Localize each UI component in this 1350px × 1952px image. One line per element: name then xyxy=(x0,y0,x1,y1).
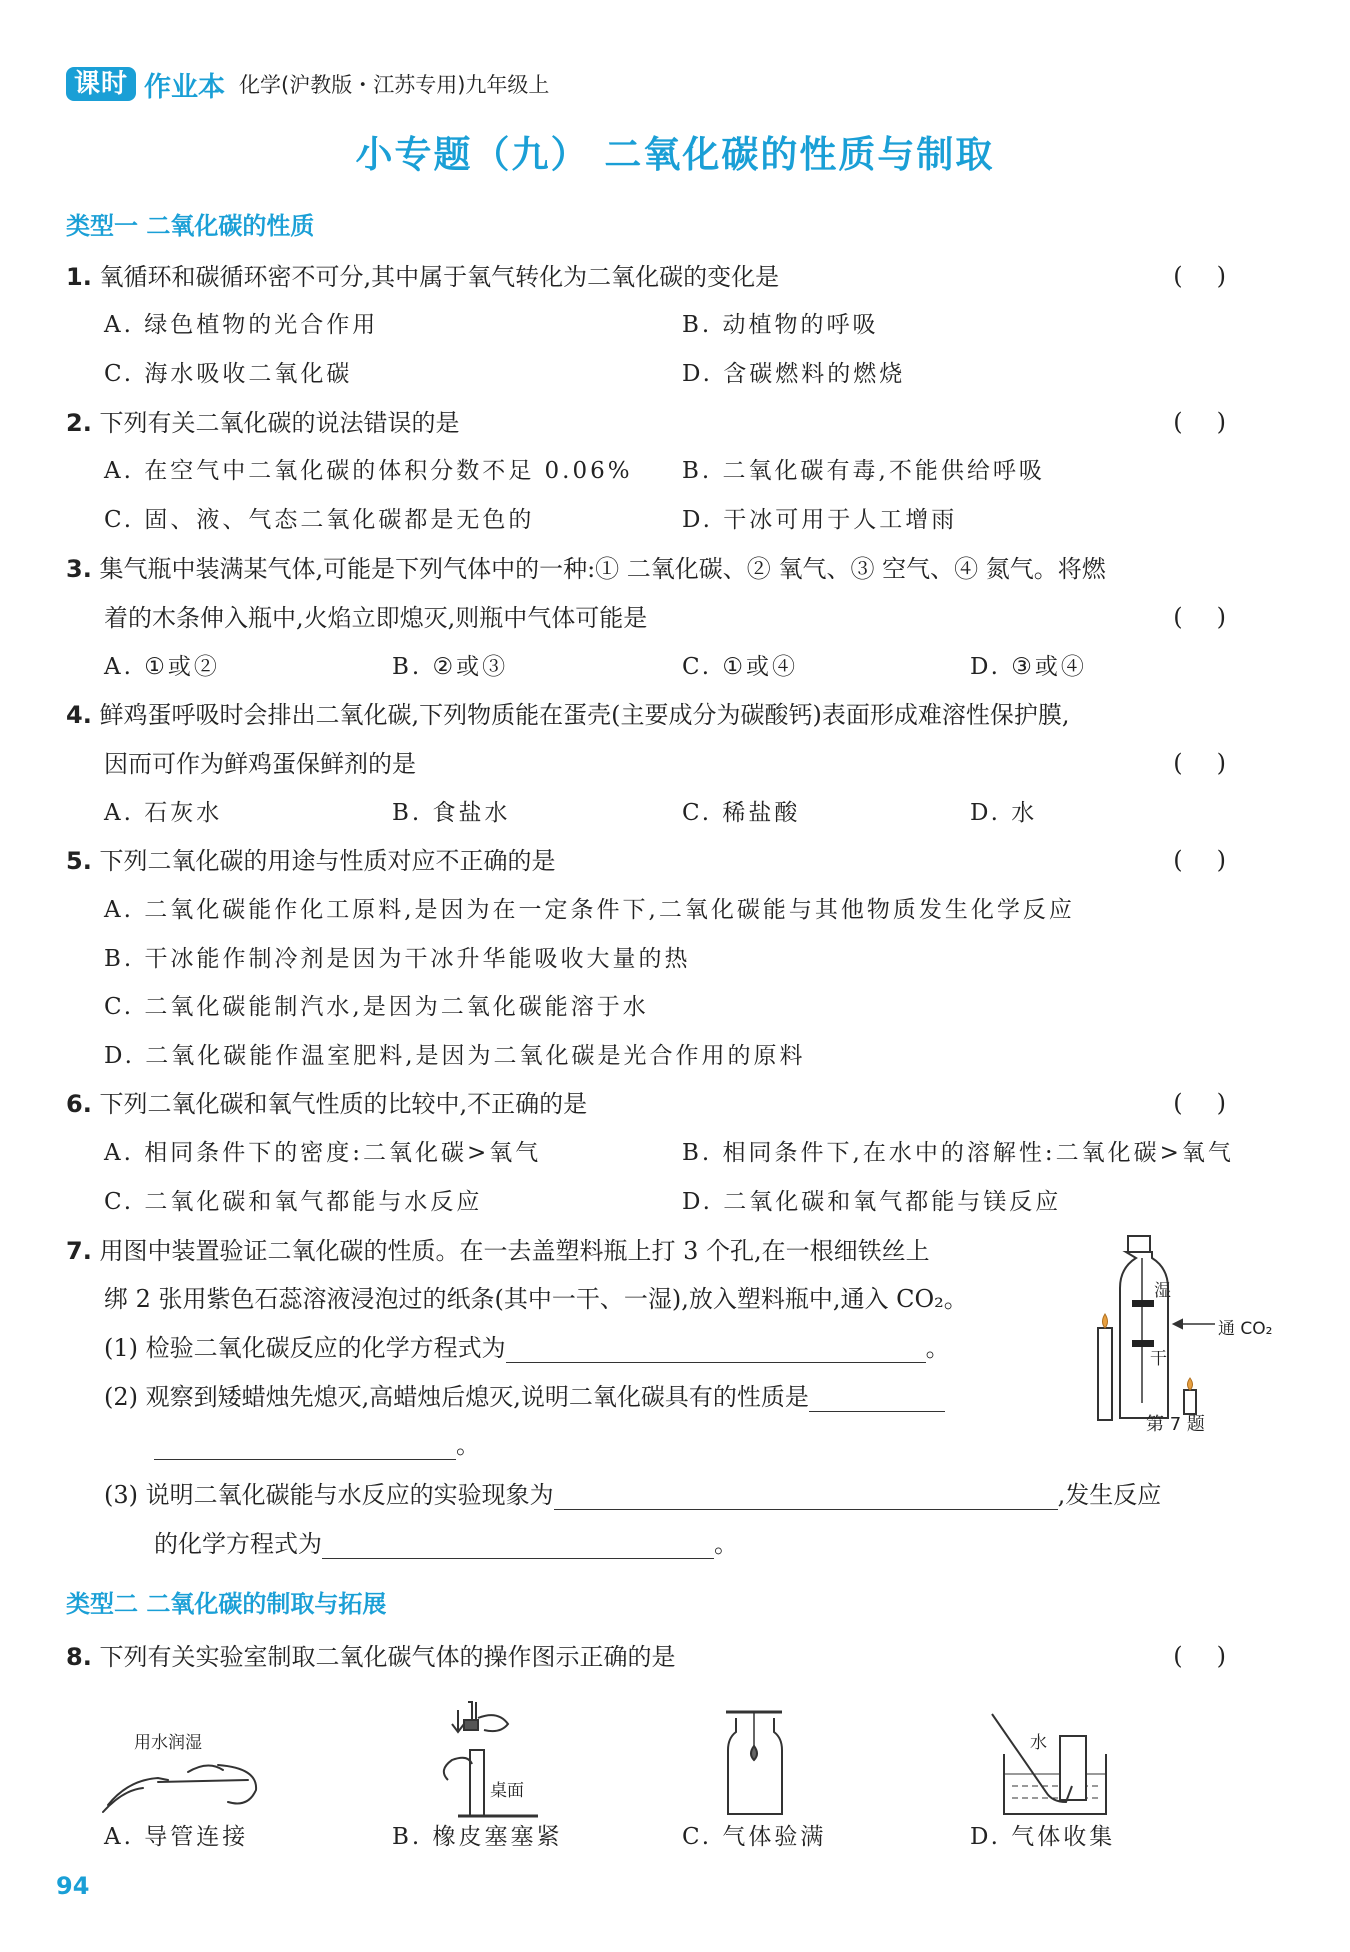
figA-label: 用水润湿 xyxy=(134,1733,202,1753)
question-number: 6. xyxy=(66,1090,92,1118)
question-4-stem-cont: 因而可作为鲜鸡蛋保鲜剂的是 xyxy=(104,750,416,778)
q1-option-b: B. 动植物的呼吸 xyxy=(682,312,879,338)
question-number: 2. xyxy=(66,409,92,437)
question-5-stem xyxy=(66,846,555,876)
q5-option-c: C. 二氧化碳能制汽水,是因为二氧化碳能溶于水 xyxy=(104,994,649,1020)
question-7-stem-cont: 绑 2 张用紫色石蕊溶液浸泡过的纸条(其中一干、一湿),放入塑料瓶中,通入 CO₂。 xyxy=(104,1285,968,1313)
stem-text: 下列二氧化碳和氧气性质的比较中,不正确的是 xyxy=(99,1090,588,1118)
fig-label-wet: 湿 xyxy=(1154,1281,1171,1301)
answer-blank[interactable] xyxy=(154,1459,456,1460)
q2-option-b: B. 二氧化碳有毒,不能供给呼吸 xyxy=(682,458,1045,484)
answer-paren: () xyxy=(1173,1642,1260,1670)
question-3-stem-cont: 着的木条伸入瓶中,火焰立即熄灭,则瓶中气体可能是 xyxy=(104,604,648,632)
answer-paren: () xyxy=(1173,846,1260,874)
stem-text: 下列有关实验室制取二氧化碳气体的操作图示正确的是 xyxy=(99,1643,676,1671)
answer-blank[interactable] xyxy=(506,1362,926,1363)
question-7-part-3-cont xyxy=(154,1529,738,1559)
period: 。 xyxy=(714,1530,738,1558)
q5-option-d: D. 二氧化碳能作温室肥料,是因为二氧化碳是光合作用的原料 xyxy=(104,1043,806,1069)
question-number: 4. xyxy=(66,701,92,729)
question-7-part-1 xyxy=(104,1333,950,1363)
header xyxy=(66,66,549,102)
part-text: (3) 说明二氧化碳能与水反应的实验现象为 xyxy=(104,1481,554,1509)
question-7-part-2-cont xyxy=(154,1430,480,1460)
answer-blank[interactable] xyxy=(554,1509,1058,1510)
answer-paren: () xyxy=(1173,262,1260,290)
answer-paren: () xyxy=(1173,603,1260,631)
q6-option-a: A. 相同条件下的密度:二氧化碳>氧气 xyxy=(104,1140,542,1166)
question-number: 8. xyxy=(66,1643,92,1671)
question-8-stem xyxy=(66,1642,675,1672)
page-number: 94 xyxy=(56,1872,90,1900)
section-heading-1: 类型一 二氧化碳的性质 xyxy=(66,212,315,240)
q1-option-c: C. 海水吸收二氧化碳 xyxy=(104,361,353,387)
figB-label: 桌面 xyxy=(490,1781,524,1801)
q6-option-d: D. 二氧化碳和氧气都能与镁反应 xyxy=(682,1189,1062,1215)
part-text: (1) 检验二氧化碳反应的化学方程式为 xyxy=(104,1334,506,1362)
q3-option-d: D. ③或④ xyxy=(970,654,1087,680)
figA-tube-connection-image xyxy=(98,1750,268,1820)
q3-option-a: A. ①或② xyxy=(104,654,220,680)
fig-caption: 第 7 题 xyxy=(1146,1414,1205,1435)
question-number: 3. xyxy=(66,555,92,583)
stem-text: 集气瓶中装满某气体,可能是下列气体中的一种:① 二氧化碳、② 氧气、③ 空气、④ 氮气。将燃 xyxy=(99,555,1106,583)
figB-stopper-image xyxy=(428,1690,548,1820)
stem-text: 下列二氧化碳的用途与性质对应不正确的是 xyxy=(99,847,556,875)
question-7-part-3 xyxy=(104,1480,1161,1510)
q1-option-d: D. 含碳燃料的燃烧 xyxy=(682,361,906,387)
q1-option-a: A. 绿色植物的光合作用 xyxy=(104,312,379,338)
part-text: (2) 观察到矮蜡烛先熄灭,高蜡烛后熄灭,说明二氧化碳具有的性质是 xyxy=(104,1383,809,1411)
subject-label: 化学(沪教版・江苏专用)九年级上 xyxy=(239,73,550,97)
q8-option-a: A. 导管连接 xyxy=(104,1824,249,1850)
q4-option-d: D. 水 xyxy=(970,800,1038,826)
logo-text: 作业本 xyxy=(144,71,226,103)
question-7-part-2 xyxy=(104,1382,945,1412)
question-2-stem xyxy=(66,408,459,438)
figD-label: 水 xyxy=(1030,1733,1047,1753)
period: 。 xyxy=(456,1431,480,1459)
answer-paren: () xyxy=(1173,408,1260,436)
question-number: 1. xyxy=(66,263,92,291)
answer-blank[interactable] xyxy=(809,1411,945,1412)
question-3-stem xyxy=(66,554,1106,584)
stem-text: 用图中装置验证二氧化碳的性质。在一去盖塑料瓶上打 3 个孔,在一根细铁丝上 xyxy=(99,1237,930,1265)
stem-text: 氧循环和碳循环密不可分,其中属于氧气转化为二氧化碳的变化是 xyxy=(99,263,780,291)
question-4-stem xyxy=(66,700,1069,730)
q5-option-b: B. 干冰能作制冷剂是因为干冰升华能吸收大量的热 xyxy=(104,946,691,972)
q4-option-c: C. 稀盐酸 xyxy=(682,800,801,826)
stem-text: 鲜鸡蛋呼吸时会排出二氧化碳,下列物质能在蛋壳(主要成分为碳酸钙)表面形成难溶性保护膜, xyxy=(99,701,1070,729)
q4-option-b: B. 食盐水 xyxy=(392,800,511,826)
question-7-stem xyxy=(66,1236,930,1266)
figC-gas-jar-image xyxy=(718,1706,808,1818)
q2-option-d: D. 干冰可用于人工增雨 xyxy=(682,507,958,533)
part-text: 的化学方程式为 xyxy=(154,1530,322,1558)
question-number: 7. xyxy=(66,1237,92,1265)
question-number: 5. xyxy=(66,847,92,875)
section-heading-2: 类型二 二氧化碳的制取与拓展 xyxy=(66,1590,387,1618)
q3-option-b: B. ②或③ xyxy=(392,654,509,680)
q8-option-d: D. 气体收集 xyxy=(970,1824,1116,1850)
period: 。 xyxy=(925,1334,950,1362)
q2-option-a: A. 在空气中二氧化碳的体积分数不足 0.06% xyxy=(104,458,633,484)
stem-text: 下列有关二氧化碳的说法错误的是 xyxy=(99,409,460,437)
q5-option-a: A. 二氧化碳能作化工原料,是因为在一定条件下,二氧化碳能与其他物质发生化学反应 xyxy=(104,897,1075,923)
page-title: 小专题（九） 二氧化碳的性质与制取 xyxy=(355,133,995,176)
q3-option-c: C. ①或④ xyxy=(682,654,799,680)
q4-option-a: A. 石灰水 xyxy=(104,800,223,826)
q6-option-b: B. 相同条件下,在水中的溶解性:二氧化碳>氧气 xyxy=(682,1140,1234,1166)
answer-paren: () xyxy=(1173,1089,1260,1117)
figD-water-collection-image xyxy=(986,1706,1116,1818)
answer-blank[interactable] xyxy=(322,1558,714,1559)
part-text: ,发生反应 xyxy=(1057,1481,1162,1509)
q8-option-c: C. 气体验满 xyxy=(682,1824,827,1850)
fig-label-dry: 干 xyxy=(1150,1349,1167,1369)
fig-label-co2: 通 CO₂ xyxy=(1218,1319,1273,1339)
q2-option-c: C. 固、液、气态二氧化碳都是无色的 xyxy=(104,507,535,533)
q8-option-b: B. 橡皮塞塞紧 xyxy=(392,1824,563,1850)
logo-badge: 课时 xyxy=(66,67,136,101)
question-1-stem xyxy=(66,262,779,292)
q6-option-c: C. 二氧化碳和氧气都能与水反应 xyxy=(104,1189,483,1215)
answer-paren: () xyxy=(1173,749,1260,777)
question-6-stem xyxy=(66,1089,587,1119)
